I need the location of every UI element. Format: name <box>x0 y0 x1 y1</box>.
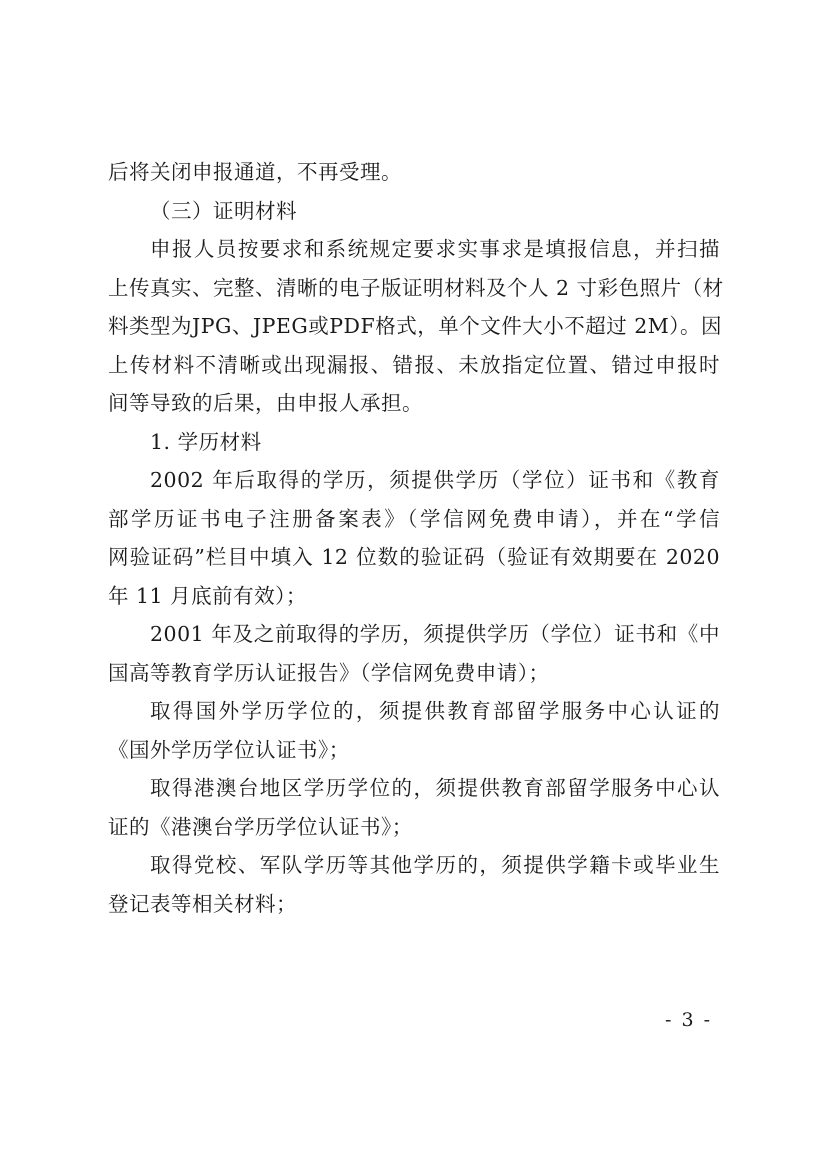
text-line: 上传材料不清晰或出现漏报、错报、未放指定位置、错过申报时 <box>108 352 720 377</box>
text-line: 间等导致的后果，由申报人承担。 <box>108 391 423 415</box>
text-line: 取得党校、军队学历等其他学历的，须提供学籍卡或毕业生 <box>150 853 720 877</box>
text-line: 2002 年后取得的学历，须提供学历（学位）证书和《教育 <box>150 468 720 492</box>
text-line: 申报人员按要求和系统规定要求实事求是填报信息，并扫描 <box>150 237 720 261</box>
section-heading: （三）证明材料 <box>150 198 297 223</box>
text-line: 部学历证书电子注册备案表》（学信网免费申请），并在“学信 <box>108 506 720 531</box>
text-line: 《国外学历学位认证书》； <box>108 737 350 762</box>
text-line: 上传真实、完整、清晰的电子版证明材料及个人 2 寸彩色照片（材 <box>108 275 724 300</box>
text-line: 取得港澳台地区学历学位的，须提供教育部留学服务中心认 <box>150 776 720 800</box>
page-number: - 3 - <box>664 1009 712 1031</box>
body-text <box>108 153 724 923</box>
text-line: 国高等教育学历认证报告》（学信网免费申请）； <box>108 660 550 685</box>
text-line: 2001 年及之前取得的学历，须提供学历（学位）证书和《中 <box>150 622 720 646</box>
subsection-heading: 1. 学历材料 <box>150 429 262 454</box>
text-line: 取得国外学历学位的，须提供教育部留学服务中心认证的 <box>150 699 720 723</box>
text-line: 后将关闭申报通道，不再受理。 <box>108 160 402 184</box>
text-line: 年 11 月底前有效）； <box>108 583 307 608</box>
text-line: 网验证码”栏目中填入 12 位数的验证码（验证有效期要在 2020 <box>108 545 720 569</box>
text-line: 料类型为JPG、JPEG或PDF格式，单个文件大小不超过 2M）。因 <box>108 314 722 338</box>
text-line: 登记表等相关材料； <box>108 891 297 916</box>
text-line: 证的《港澳台学历学位认证书》； <box>108 814 413 839</box>
